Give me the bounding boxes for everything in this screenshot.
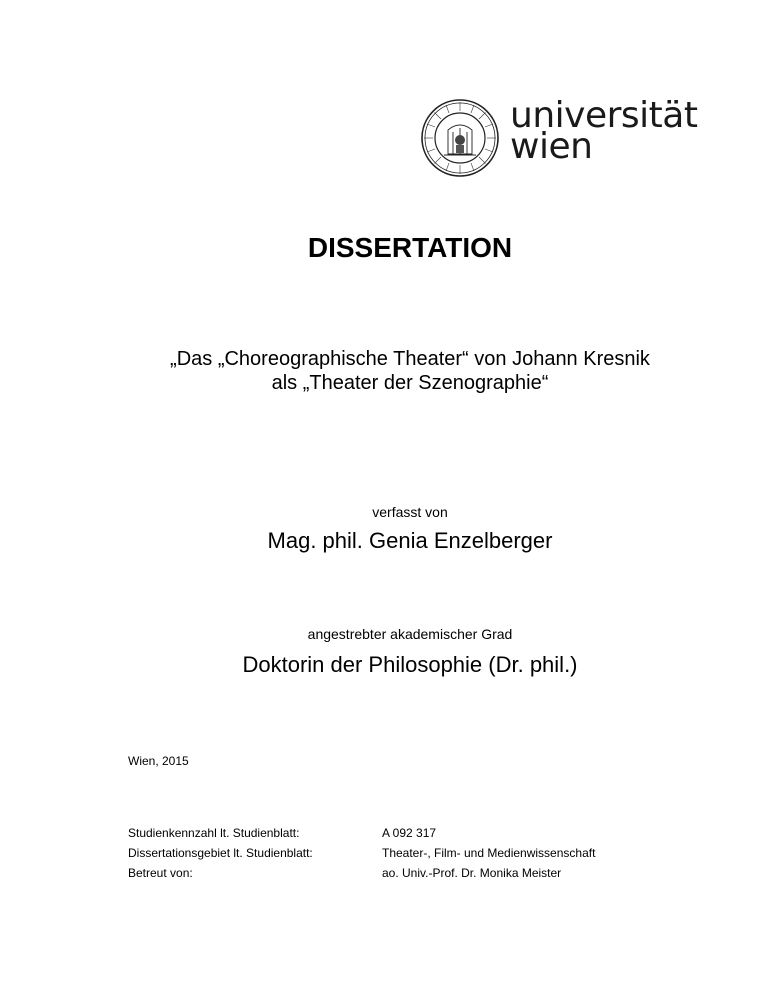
metadata-row [128,823,595,843]
metadata-value: Theater-, Film- und Medienwissenschaft [382,846,596,860]
document-type-title: DISSERTATION [307,232,513,263]
metadata-label: Dissertationsgebiet lt. Studienblatt: [128,846,313,860]
place-year: Wien, 2015 [128,754,189,768]
thesis-title-line1: „Das „Choreographische Theater“ von Johann Kresnik [170,348,650,370]
degree-name: Doktorin der Philosophie (Dr. phil.) [242,652,578,677]
degree-intro: angestrebter akademischer Grad [307,626,513,642]
metadata-label: Betreut von: [128,866,193,880]
metadata-label: Studienkennzahl lt. Studienblatt: [128,826,300,840]
university-logo [420,95,700,178]
wordmark-line1: universität [510,95,698,136]
metadata-row [128,843,595,863]
thesis-title-line2: als „Theater der Szenographie“ [271,372,549,394]
metadata-row [128,863,595,883]
metadata-value: A 092 317 [382,826,437,840]
metadata-value: ao. Univ.-Prof. Dr. Monika Meister [382,866,562,880]
university-seal-icon [420,98,500,178]
university-wordmark [510,95,698,167]
author-name: Mag. phil. Genia Enzelberger [267,528,553,553]
author-intro: verfasst von [372,504,448,520]
metadata-table [128,823,595,883]
wordmark-line2: wien [510,126,593,167]
thesis-title [0,347,768,395]
